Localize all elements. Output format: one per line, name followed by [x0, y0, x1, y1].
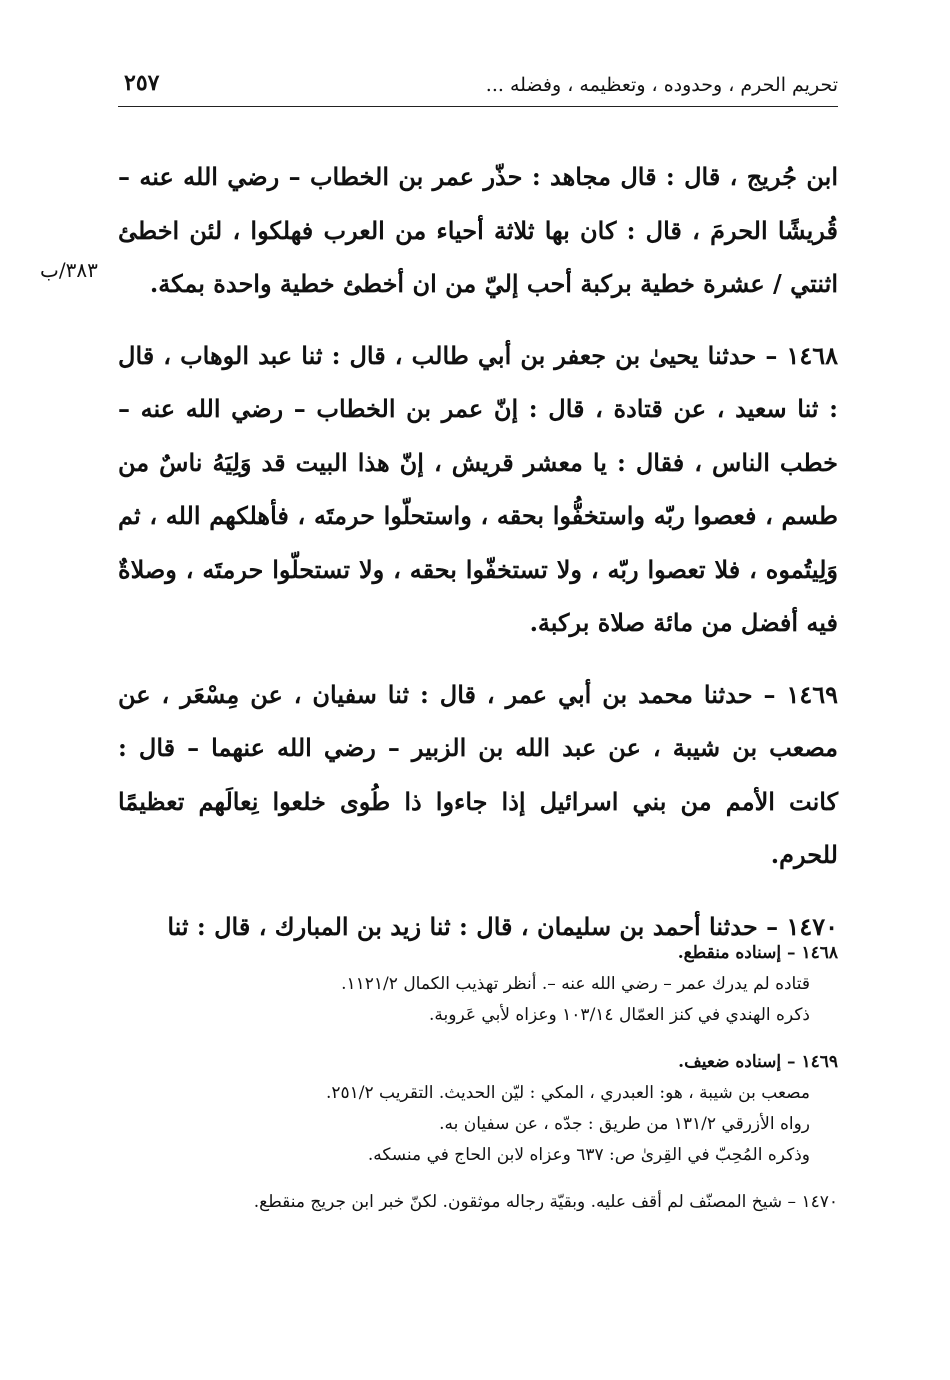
- paragraph-intro: ابن جُريج ، قال : قال مجاهد : حذّر عمر بن الخطاب – رضي الله عنه – قُريشًا الحرمَ ، قال : كان بها ثلاثة أحياء من العرب فهلكوا ، لئن اخطئ اثنتي / عشرة خطية بركبة أحب إليّ من ان أخطئ خطية واحدة بمكة.: [118, 162, 838, 298]
- footnote-1470: [130, 1187, 838, 1218]
- footnotes: [130, 938, 838, 1234]
- page-number: ٢٥٧: [124, 70, 160, 96]
- paragraph-1468: ١٤٦٨ – حدثنا يحيىٰ بن جعفر بن أبي طالب ، قال : ثنا عبد الوهاب ، قال : ثنا سعيد ، عن قتادة ، قال : إنّ عمر بن الخطاب – رضي الله عنه – خطب الناس ، فقال : يا معشر قريش ، إنّ هذا البيت قد وَلِيَهُ ناسٌ من طسم ، فعصوا ربّه واستخفُّوا بحقه ، واستحلّوا حرمتَه ، فأهلكهم الله ، ثم وَلِيتُموه ، فلا تعصوا ربّه ، ولا تستخفّوا بحقه ، ولا تستحلّوا حرمتَه ، وصلاةٌ فيه أفضل من مائة صلاة بركبة.: [118, 340, 839, 637]
- main-text: [118, 150, 838, 971]
- footnote-line: قتاده لم يدرك عمر – رضي الله عنه –. أنظر تهذيب الكمال ١١٢١/٢.: [341, 974, 810, 994]
- running-header: [118, 66, 838, 107]
- footnote-line: رواه الأزرقي ١٣١/٢ من طريق : جدّه ، عن سفيان به.: [439, 1114, 810, 1134]
- footnote-heading: ١٤٦٨ – إسناده منقطع.: [677, 943, 838, 963]
- footnote-heading: ١٤٦٩ – إسناده ضعيف.: [678, 1052, 838, 1072]
- footnote-line: وذكره المُحِبّ في القِرىٰ ص: ٦٣٧ وعزاه لابن الحاج في منسكه.: [367, 1145, 810, 1165]
- footnote-1468: [130, 938, 838, 1031]
- header-title: تحريم الحرم ، وحدوده ، وتعظيمه ، وفضله ...: [485, 74, 838, 96]
- footnote-line: مصعب بن شيبة ، هو: العبدري ، المكي : ليّن الحديث. التقريب ٢٥١/٢.: [325, 1083, 810, 1103]
- paragraph-1470: ١٤٧٠ – حدثنا أحمد بن سليمان ، قال : ثنا زيد بن المبارك ، قال : ثنا: [167, 911, 838, 941]
- footnote-heading: ١٤٧٠ – شيخ المصنّف لم أقف عليه. وبقيّة رجاله موثقون. لكنّ خبر ابن جريج منقطع.: [253, 1192, 838, 1212]
- margin-folio-note: ٣٨٣/ب: [40, 258, 98, 282]
- footnote-line: ذكره الهندي في كنز العمّال ١٠٣/١٤ وعزاه لأبي عَروبة.: [429, 1005, 810, 1025]
- footnote-1469: [130, 1047, 838, 1171]
- paragraph-1469: ١٤٦٩ – حدثنا محمد بن أبي عمر ، قال : ثنا سفيان ، عن مِسْعَر ، عن مصعب بن شيبة ، عن عبد الله بن الزبير – رضي الله عنهما – قال : كانت الأمم من بني اسرائيل إذا جاءوا ذا طُوى خلعوا نِعالَهم تعظيمًا للحرم.: [118, 679, 838, 869]
